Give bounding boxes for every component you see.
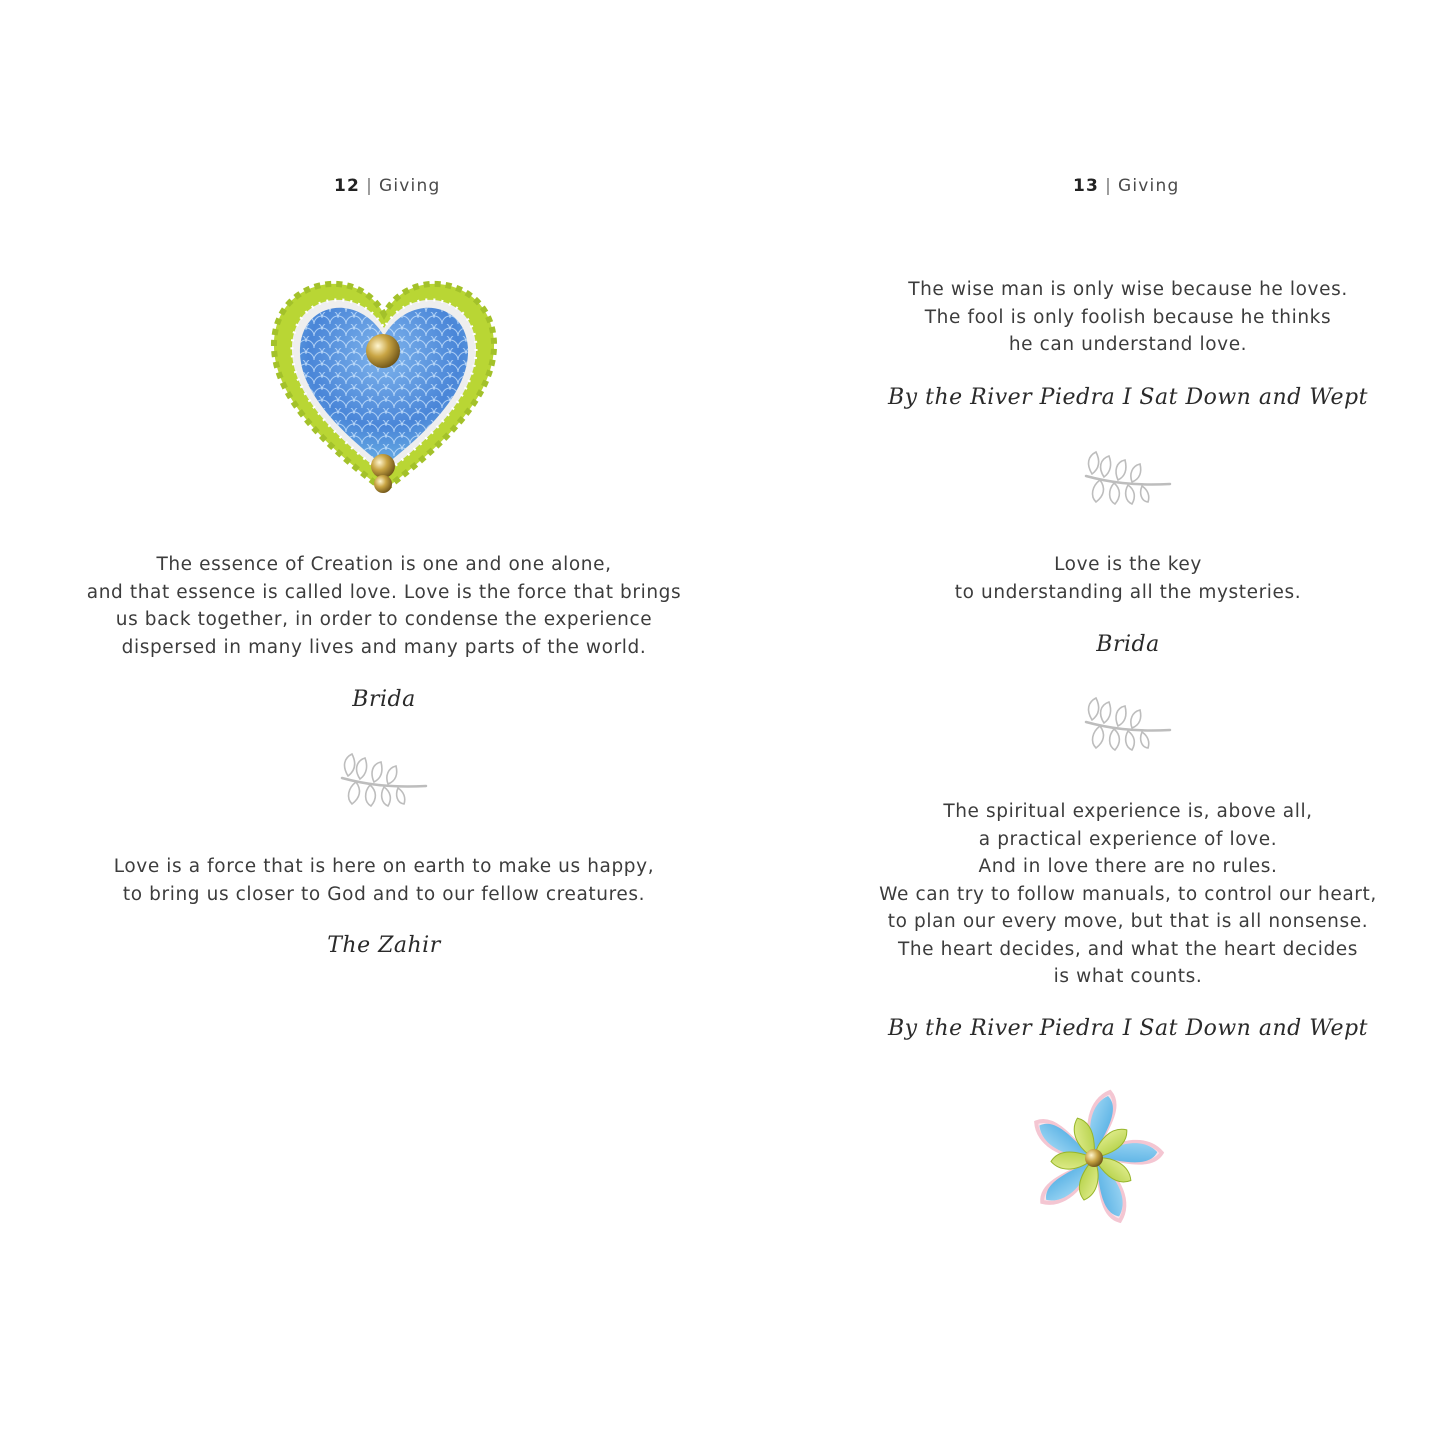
- quote-text: [40, 551, 728, 661]
- quote-line: The heart decides, and what the heart decides: [897, 938, 1359, 960]
- quote-line: is what counts.: [1053, 966, 1203, 987]
- header-separator: |: [1105, 176, 1112, 196]
- quote-line: he can understand love.: [1008, 334, 1248, 355]
- quote-line: and that essence is called love. Love is the force that brings: [86, 581, 682, 603]
- quote-block-spiritual: [808, 798, 1445, 991]
- quote-block-force: [40, 853, 728, 908]
- quote-line: us back together, in order to condense the experience: [115, 609, 653, 630]
- page-number: 12: [334, 176, 361, 196]
- quote-line: The spiritual experience is, above all,: [943, 801, 1313, 822]
- quote-text: [808, 798, 1445, 991]
- quote-line: to understanding all the mysteries.: [954, 581, 1302, 603]
- page-number: 13: [1073, 176, 1100, 196]
- quote-source: Brida: [1096, 632, 1160, 657]
- quote-text: [40, 853, 728, 908]
- quote-line: a practical experience of love.: [978, 828, 1278, 850]
- section-title: Giving: [1118, 176, 1180, 196]
- quote-line: to plan our every move, but that is all nonsense.: [887, 911, 1369, 932]
- leaf-sprig-icon: [334, 748, 434, 812]
- quote-line: Love is the key: [1054, 554, 1202, 575]
- quote-source: By the River Piedra I Sat Down and Wept: [888, 1016, 1368, 1041]
- quote-source: By the River Piedra I Sat Down and Wept: [888, 385, 1368, 410]
- right-page: [768, 0, 1445, 1445]
- section-title: Giving: [379, 176, 441, 196]
- right-page-header: [1073, 176, 1179, 196]
- quote-source: Brida: [352, 687, 416, 712]
- heart-icon: [266, 276, 502, 498]
- quote-line: We can try to follow manuals, to control our heart,: [879, 883, 1377, 905]
- leaf-sprig-icon: [1078, 692, 1178, 756]
- quote-line: The fool is only foolish because he thinks: [924, 306, 1332, 328]
- flower-icon: [1022, 1086, 1166, 1230]
- quote-block-wise-man: [808, 276, 1445, 359]
- quote-line: Love is a force that is here on earth to make us happy,: [113, 856, 655, 877]
- quote-block-creation: [40, 551, 728, 661]
- quote-source: The Zahir: [327, 933, 441, 958]
- quote-line: The essence of Creation is one and one alone,: [156, 554, 612, 575]
- left-page-header: [334, 176, 440, 196]
- quote-line: And in love there are no rules.: [978, 856, 1278, 877]
- quote-text: [808, 276, 1445, 359]
- quote-line: The wise man is only wise because he loves.: [908, 279, 1348, 300]
- header-separator: |: [366, 176, 373, 196]
- quote-line: to bring us closer to God and to our fellow creatures.: [122, 883, 646, 905]
- quote-line: dispersed in many lives and many parts of the world.: [121, 636, 647, 658]
- quote-text: [808, 551, 1445, 606]
- quote-block-key: [808, 551, 1445, 606]
- leaf-sprig-icon: [1078, 446, 1178, 510]
